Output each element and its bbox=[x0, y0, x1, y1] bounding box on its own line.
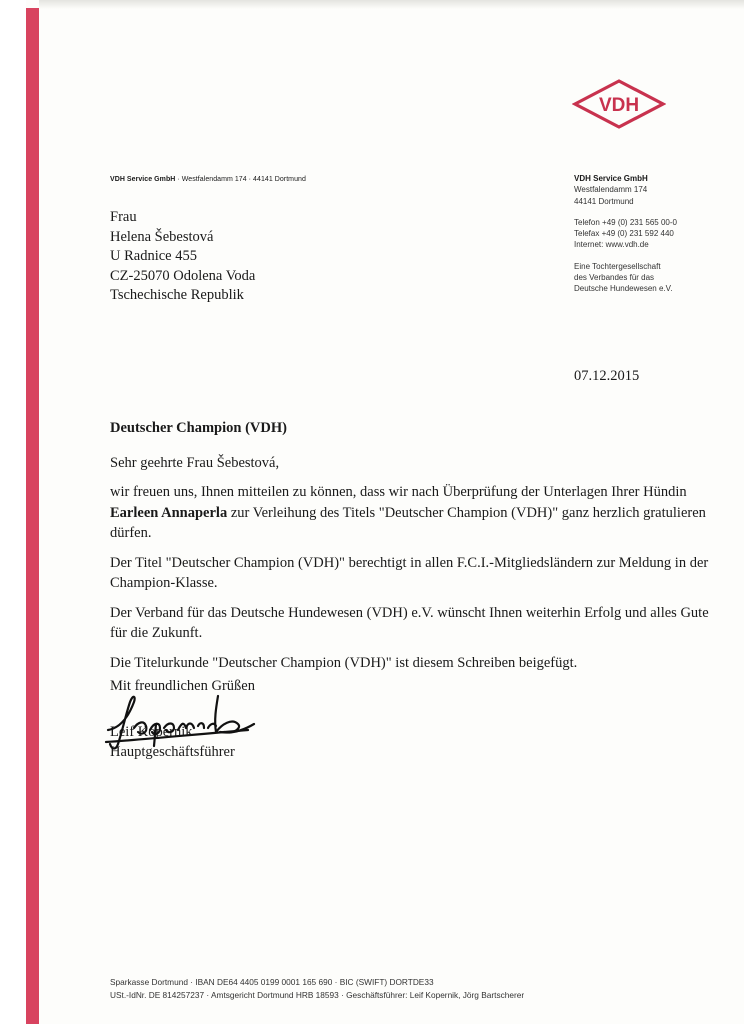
sender-company: VDH Service GmbH bbox=[110, 176, 176, 183]
letter-date: 07.12.2015 bbox=[574, 368, 640, 384]
signer-title: Hauptgeschäftsführer bbox=[110, 744, 235, 760]
signer-name: Leif Kopernik bbox=[110, 724, 193, 740]
company-city: 44141 Dortmund bbox=[574, 196, 634, 206]
body-p1-start: wir freuen uns, Ihnen mitteilen zu können, dass wir nach Überprüfung der Unterlagen Ihrer Hündin bbox=[110, 484, 687, 500]
company-fax: Telefax +49 (0) 231 592 440 bbox=[574, 229, 674, 239]
recipient-salutation: Frau bbox=[110, 209, 137, 225]
dog-name: Earleen Annaperla bbox=[110, 504, 228, 521]
letter-closing: Mit freundlichen Grüßen bbox=[110, 678, 255, 694]
letter-footer bbox=[110, 976, 524, 1001]
body-paragraph-3: Der Verband für das Deutsche Hundewesen (VDH) e.V. wünscht Ihnen weiterhin Erfolg und alles Gute für die Zukunft. bbox=[110, 604, 709, 641]
recipient-country: Tschechische Republik bbox=[110, 287, 244, 303]
scan-edge bbox=[0, 0, 26, 1024]
footer-bank-line: Sparkasse Dortmund · IBAN DE64 4405 0199 0001 165 690 · BIC (SWIFT) DORTDE33 bbox=[110, 977, 434, 987]
recipient-street: U Radnice 455 bbox=[110, 248, 197, 264]
body-p1-end: zur Verleihung des Titels "Deutscher Champion (VDH)" ganz herzlich gratulieren dürfen. bbox=[110, 504, 706, 541]
body-paragraph-4: Die Titelurkunde "Deutscher Champion (VDH)" ist diesem Schreiben beigefügt. bbox=[110, 654, 578, 671]
letter-subject: Deutscher Champion (VDH) bbox=[110, 420, 287, 436]
sender-return-line bbox=[110, 176, 306, 183]
handwritten-signature bbox=[98, 688, 258, 756]
sender-address: · Westfalendamm 174 · 44141 Dortmund bbox=[175, 176, 306, 183]
letter-body bbox=[110, 482, 710, 682]
company-info bbox=[574, 173, 677, 295]
vdh-logo bbox=[572, 78, 666, 130]
company-name: VDH Service GmbH bbox=[574, 174, 648, 183]
company-note-2: des Verbandes für das bbox=[574, 273, 655, 283]
letterhead-red-bar bbox=[26, 8, 39, 1024]
recipient-address bbox=[110, 208, 255, 306]
body-paragraph-2: Der Titel "Deutscher Champion (VDH)" berechtigt in allen F.C.I.-Mitgliedsländern zur Meldung in der Champion-Klasse. bbox=[110, 554, 709, 591]
footer-legal-line: USt.-IdNr. DE 814257237 · Amtsgericht Dortmund HRB 18593 · Geschäftsführer: Leif Kopernik, Jörg Bartscherer bbox=[110, 989, 525, 1000]
recipient-city: CZ-25070 Odolena Voda bbox=[110, 267, 256, 284]
scan-top-shadow bbox=[39, 0, 744, 9]
company-note-3: Deutsche Hundewesen e.V. bbox=[574, 284, 673, 294]
logo-text: VDH bbox=[598, 95, 640, 116]
company-note-1: Eine Tochtergesellschaft bbox=[574, 261, 661, 271]
recipient-name: Helena Šebestová bbox=[110, 228, 214, 245]
body-paragraph-1 bbox=[110, 482, 710, 544]
company-internet: Internet: www.vdh.de bbox=[574, 240, 649, 250]
letter-greeting: Sehr geehrte Frau Šebestová, bbox=[110, 455, 280, 471]
company-street: Westfalendamm 174 bbox=[574, 185, 648, 195]
company-phone: Telefon +49 (0) 231 565 00-0 bbox=[574, 217, 677, 227]
